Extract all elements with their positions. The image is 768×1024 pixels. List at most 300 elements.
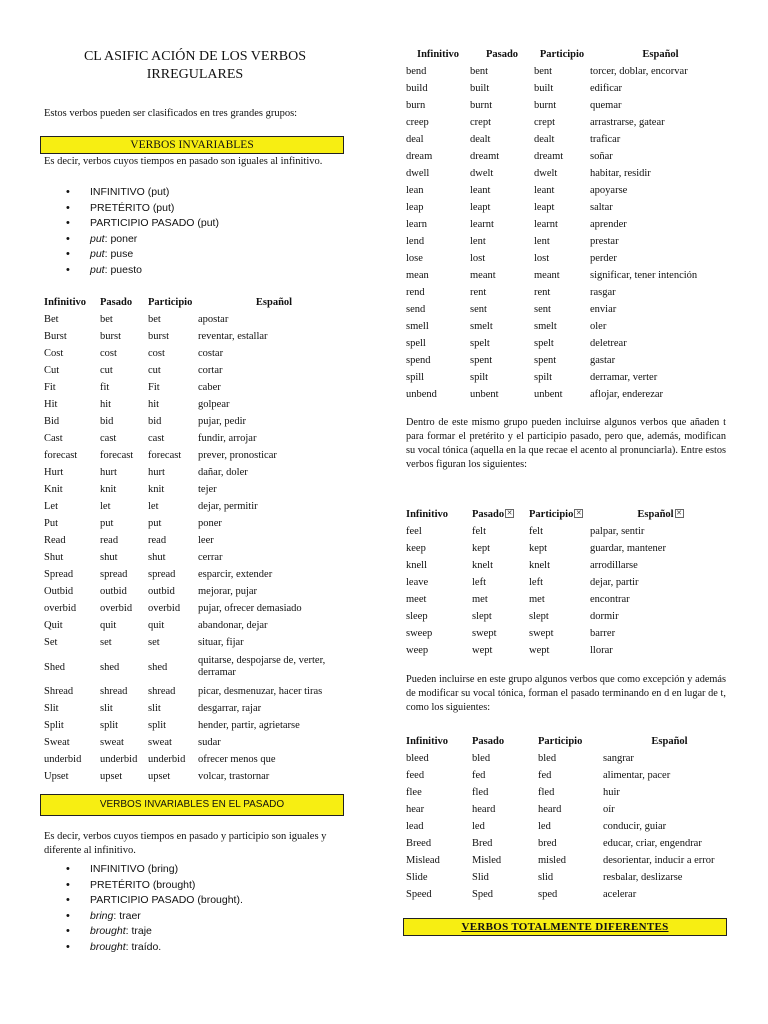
table-row [406,540,731,557]
cell-pasado: leapt [470,202,491,213]
cell-pasado: dreamt [470,151,500,162]
example-meaning: : traer [113,909,141,922]
cell-espanol: hender, partir, agrietarse [198,720,300,731]
table-row [44,751,350,768]
cell-participio: lost [534,253,550,264]
cell-espanol: cortar [198,365,223,376]
section-banner-totalmente-diferentes: VERBOS TOTALMENTE DIFERENTES [403,918,727,936]
cell-espanol: esparcir, extender [198,569,273,580]
cell-espanol: perder [590,253,617,264]
cell-infinitivo: underbid [44,754,82,765]
example-word: bring [90,909,114,922]
example-meaning: : poner [104,232,138,245]
cell-pasado: let [100,501,111,512]
cell-participio: hit [148,399,160,410]
cell-pasado: put [100,518,114,529]
table-row [44,583,350,600]
example-word: put [90,263,105,276]
cell-espanol: oír [603,804,615,815]
verbs-table-d-past [406,733,736,903]
table-row [406,165,731,182]
cell-participio: shed [148,661,168,673]
cell-infinitivo: Breed [406,838,432,849]
cell-participio: upset [148,771,171,782]
bullet-item [66,909,243,925]
cell-participio: overbid [148,603,181,614]
table-row [406,557,731,574]
table-row [406,284,731,301]
page-title [40,48,350,84]
header-participio: Participio ✕ [529,509,582,520]
cell-participio: put [148,518,162,529]
example-meaning: : puesto [104,263,142,276]
cell-espanol: sangrar [603,753,634,764]
table-row [406,591,731,608]
cell-pasado: knit [100,484,117,495]
example-meaning: : traído. [125,940,162,953]
table-row [44,413,350,430]
cell-espanol: significar, tener intención [590,270,698,281]
cell-infinitivo: Bid [44,416,60,427]
cell-pasado: led [472,821,485,832]
example-word: put [90,248,105,261]
cell-pasado: burnt [470,100,493,111]
paragraph-vowel-change: Dentro de este mismo grupo pueden incluirse algunos verbos que añaden t para formar el pretérito y el participio pasado, pero que, además, modifican su vocal tónica (aquella en la que recae el acento al pronunciarla). Entre estos verbos figuran los siguientes: [406,417,726,470]
header-participio: Participio [539,49,585,60]
header-espanol: Español ✕ [637,509,683,520]
cell-espanol: tejer [198,484,217,495]
cell-espanol: palpar, sentir [590,526,645,537]
table-row [406,608,731,625]
intro-text: Estos verbos pueden ser clasificados en tres grandes grupos: [44,108,298,119]
cell-infinitivo: spill [406,372,425,383]
cell-pasado: slept [472,611,492,622]
table-row [44,430,350,447]
cell-espanol: dejar, permitir [198,501,258,512]
cell-espanol: habitar, residir [590,168,651,179]
cell-participio: dreamt [534,151,564,162]
table-row [406,369,731,386]
header-espanol: Español [255,297,293,308]
section-banner-invariables: VERBOS INVARIABLES [40,136,344,154]
cell-espanol: prestar [590,236,619,247]
cell-participio: shut [148,552,166,563]
table-row [406,267,731,284]
table-row [44,447,350,464]
table-row [406,199,731,216]
table-row [44,396,350,413]
table-row [44,651,350,683]
table-row [44,379,350,396]
cell-infinitivo: meet [406,594,427,605]
cell-pasado: dealt [470,134,491,145]
table-row [44,532,350,549]
cell-participio: lent [534,236,550,247]
cell-infinitivo: feel [406,526,422,537]
verbs-table-t-past [406,46,731,403]
cell-participio: hurt [148,467,165,478]
cell-participio: learnt [534,219,558,230]
cell-espanol: arrodillarse [590,560,638,571]
cell-participio: spent [534,355,557,366]
cell-espanol: dormir [590,611,619,622]
cell-espanol: pujar, pedir [198,416,246,427]
bullet-item: • PRETÉRITO (brought) [66,878,243,894]
cell-pasado: quit [100,620,117,631]
header-participio: Participio [148,297,193,308]
cell-infinitivo: unbend [406,389,437,400]
cell-pasado: burst [100,331,121,342]
table-row [406,523,731,540]
cell-espanol: derramar, verter [590,372,658,383]
cell-pasado: met [472,594,488,605]
cell-espanol: dejar, partir [590,577,639,588]
cell-infinitivo: Shut [44,552,64,563]
table-row [406,835,736,852]
cell-espanol: cerrar [198,552,223,563]
cell-espanol: guardar, mantener [590,543,666,554]
cell-pasado: Bred [472,838,493,849]
table-row [44,768,350,785]
cell-espanol: leer [198,535,214,546]
cell-participio: slid [538,872,554,883]
cell-participio: quit [148,620,165,631]
table-header-row [406,46,731,63]
cell-pasado: hit [100,399,112,410]
cell-participio: sped [538,889,558,900]
cell-infinitivo: Outbid [44,586,74,597]
header-participio: Participio [538,736,583,747]
cell-pasado: upset [100,771,123,782]
table-row [44,617,350,634]
cell-participio: left [529,577,543,588]
table-row [406,574,731,591]
header-espanol: Español [651,736,688,747]
cell-espanol: saltar [590,202,613,213]
table-row [406,114,731,131]
cell-infinitivo: build [406,83,428,94]
cell-infinitivo: Knit [44,484,63,495]
cell-espanol: apostar [198,314,229,325]
table-row [406,784,736,801]
cell-participio: Fit [148,382,160,393]
cell-infinitivo: Shed [44,661,65,673]
cell-pasado: spilt [470,372,489,383]
cell-pasado: split [100,720,119,731]
cell-espanol: huir [603,787,620,798]
table-row [406,801,736,818]
cell-pasado: bid [100,416,114,427]
cell-participio: heard [538,804,562,815]
cell-infinitivo: Split [44,720,64,731]
cell-participio: dealt [534,134,555,145]
cell-espanol: edificar [590,83,623,94]
table-row [406,80,731,97]
cell-participio: sent [534,304,551,315]
cell-participio: slit [148,703,161,714]
header-infinitivo: Infinitivo [406,736,449,747]
table-row [44,566,350,583]
cell-espanol: desgarrar, rajar [198,703,262,714]
example-word: brought [90,925,126,938]
cell-espanol: sudar [198,737,221,748]
table-row [44,734,350,751]
cell-espanol: fundir, arrojar [198,433,257,444]
cell-pasado: cast [100,433,117,444]
cell-participio: wept [529,645,550,656]
cell-pasado: smelt [470,321,493,332]
image-placeholder-icon: ✕ [506,509,513,517]
cell-infinitivo: lead [406,821,424,832]
cell-infinitivo: Hurt [44,467,64,478]
cell-infinitivo: Read [44,535,66,546]
image-placeholder-icon: ✕ [575,509,582,517]
table-row [44,311,350,328]
cell-participio: cost [148,348,165,359]
cell-infinitivo: deal [406,134,424,145]
image-placeholder-icon: ✕ [676,509,683,517]
cell-participio: dwelt [534,168,558,179]
cell-infinitivo: overbid [44,603,77,614]
cell-infinitivo: sleep [406,611,428,622]
cell-espanol: enviar [590,304,617,315]
cell-infinitivo: Mislead [406,855,440,866]
cell-pasado: wept [472,645,493,656]
table-row [44,481,350,498]
cell-pasado: shed [100,661,120,673]
table-row [406,869,736,886]
cell-infinitivo: Fit [44,382,56,393]
table-row [406,97,731,114]
table-row [44,634,350,651]
table-header-row [406,733,736,750]
header-espanol: Español [642,49,679,60]
table-row [406,642,731,659]
table-row [44,515,350,532]
cell-infinitivo: feed [406,770,425,781]
table-header-row [44,294,350,311]
cell-infinitivo: learn [406,219,427,230]
title-line-1: CL ASIFIC ACIÓN DE LOS VERBOS [83,49,307,64]
cell-pasado: fit [100,382,110,393]
cell-infinitivo: Let [44,501,58,512]
section2-bullet-list [66,862,243,956]
section2-description: Es decir, verbos cuyos tiempos en pasado y participio son iguales y diferente al infinitivo. [44,831,327,856]
cell-infinitivo: send [406,304,426,315]
cell-espanol: arrastrarse, gatear [590,117,665,128]
cell-infinitivo: spend [406,355,431,366]
cell-participio: split [148,720,167,731]
cell-pasado: unbent [470,389,499,400]
example-word: brought [90,940,126,953]
cell-pasado: sent [470,304,487,315]
cell-pasado: leant [470,185,491,196]
cell-participio: led [538,821,551,832]
cell-infinitivo: Sweat [44,737,70,748]
table-row [406,886,736,903]
cell-participio: spelt [534,338,554,349]
header-pasado: Pasado [472,736,505,747]
cell-pasado: kept [472,543,491,554]
cell-espanol: ofrecer menos que [198,754,276,765]
cell-espanol: oler [590,321,607,332]
cell-espanol: mejorar, pujar [198,586,258,597]
cell-participio: bred [538,838,557,849]
cell-infinitivo: Bet [44,314,59,325]
cell-infinitivo: mean [406,270,429,281]
cell-infinitivo: burn [406,100,426,111]
cell-participio: smelt [534,321,557,332]
table-row [44,464,350,481]
table-row [44,700,350,717]
cell-espanol: desorientar, inducir a error [603,855,715,866]
bullet-item [66,924,243,940]
table-header-row [406,506,731,523]
cell-espanol: abandonar, dejar [198,620,268,631]
cell-pasado: crept [470,117,491,128]
cell-participio: crept [534,117,555,128]
cell-participio: outbid [148,586,175,597]
cell-espanol: situar, fijar [198,637,244,648]
cell-pasado: read [100,535,119,546]
bullet-item: • PARTICIPIO PASADO (put) [66,216,219,232]
cell-participio: shread [148,686,176,697]
cell-participio: knelt [529,560,550,571]
cell-participio: knit [148,484,165,495]
cell-pasado: underbid [100,754,138,765]
table-row [406,63,731,80]
cell-pasado: heard [472,804,496,815]
table-row [406,767,736,784]
cell-infinitivo: dream [406,151,433,162]
table-row [44,328,350,345]
cell-infinitivo: Set [44,637,58,648]
cell-espanol: resbalar, deslizarse [603,872,683,883]
cell-espanol: golpear [198,399,230,410]
cell-participio: burnt [534,100,557,111]
table-row [406,250,731,267]
cell-espanol: encontrar [590,594,630,605]
cell-infinitivo: Upset [44,771,69,782]
cell-participio: cast [148,433,165,444]
cell-infinitivo: Speed [406,889,432,900]
cell-espanol: dañar, doler [198,467,248,478]
cell-infinitivo: keep [406,543,426,554]
cell-infinitivo: bend [406,66,427,77]
cell-participio: built [534,83,554,94]
bullet-item [66,232,219,248]
table-row [406,216,731,233]
cell-espanol: gastar [590,355,616,366]
header-pasado: Pasado [100,297,133,308]
table-row [406,625,731,642]
cell-participio: sweat [148,737,172,748]
cell-pasado: set [100,637,112,648]
cell-participio: cut [148,365,161,376]
table-row [44,683,350,700]
bullet-item: • PRETÉRITO (put) [66,201,219,217]
title-line-2: IRREGULARES [146,67,244,82]
header-infinitivo: Infinitivo [416,49,459,60]
cell-pasado: cut [100,365,113,376]
cell-infinitivo: Spread [44,569,74,580]
cell-pasado: felt [472,526,486,537]
cell-participio: set [148,637,160,648]
cell-participio: bled [538,753,557,764]
cell-pasado: hurt [100,467,117,478]
cell-espanol: quemar [590,100,622,111]
cell-participio: underbid [148,754,186,765]
cell-pasado: swept [472,628,497,639]
table-row [44,549,350,566]
cell-participio: met [529,594,545,605]
cell-participio: rent [534,287,551,298]
section-banner-invariables-pasado: VERBOS INVARIABLES EN EL PASADO [40,794,344,816]
cell-infinitivo: Cost [44,348,64,359]
cell-infinitivo: leap [406,202,424,213]
bullet-item: • INFINITIVO (bring) [66,862,243,878]
cell-infinitivo: lend [406,236,425,247]
paragraph-d-exception: Pueden incluirse en este grupo algunos verbos que como excepción y además de modificar su vocal tónica, forman el pasado terminando en d en lugar de t, como los siguientes: [406,674,726,713]
cell-pasado: fled [472,787,489,798]
table-row [406,131,731,148]
cell-pasado: knelt [472,560,493,571]
table-row [44,498,350,515]
cell-participio: kept [529,543,548,554]
cell-participio: swept [529,628,554,639]
cell-espanol: rasgar [590,287,616,298]
cell-espanol: costar [198,348,224,359]
cell-participio: burst [148,331,169,342]
table-row [406,148,731,165]
cell-pasado: outbid [100,586,127,597]
cell-infinitivo: Shread [44,686,74,697]
cell-pasado: meant [470,270,496,281]
cell-pasado: Slid [472,872,489,883]
cell-espanol: apoyarse [590,185,628,196]
cell-participio: bent [534,66,553,77]
cell-pasado: forecast [100,450,134,461]
cell-espanol: conducir, guiar [603,821,667,832]
table-row [406,852,736,869]
cell-participio: leant [534,185,555,196]
header-infinitivo: Infinitivo [44,297,87,308]
table-row [406,386,731,403]
example-meaning: : puse [104,248,134,261]
cell-pasado: lent [470,236,486,247]
example-meaning: : traje [125,925,152,938]
table-row [406,818,736,835]
cell-participio: let [148,501,159,512]
cell-infinitivo: Slit [44,703,59,714]
cell-pasado: fed [472,770,486,781]
table-row [406,750,736,767]
cell-infinitivo: rend [406,287,425,298]
table-row [44,345,350,362]
cell-espanol: poner [198,518,222,529]
cell-espanol: acelerar [603,889,637,900]
cell-espanol: torcer, doblar, encorvar [590,66,688,77]
cell-infinitivo: Cast [44,433,63,444]
cell-espanol: volcar, trastornar [198,771,270,782]
table-row [406,318,731,335]
table-row [406,301,731,318]
table-row [44,362,350,379]
cell-pasado: sweat [100,737,124,748]
cell-infinitivo: spell [406,338,426,349]
cell-pasado: dwelt [470,168,494,179]
section1-bullet-list [66,185,219,279]
